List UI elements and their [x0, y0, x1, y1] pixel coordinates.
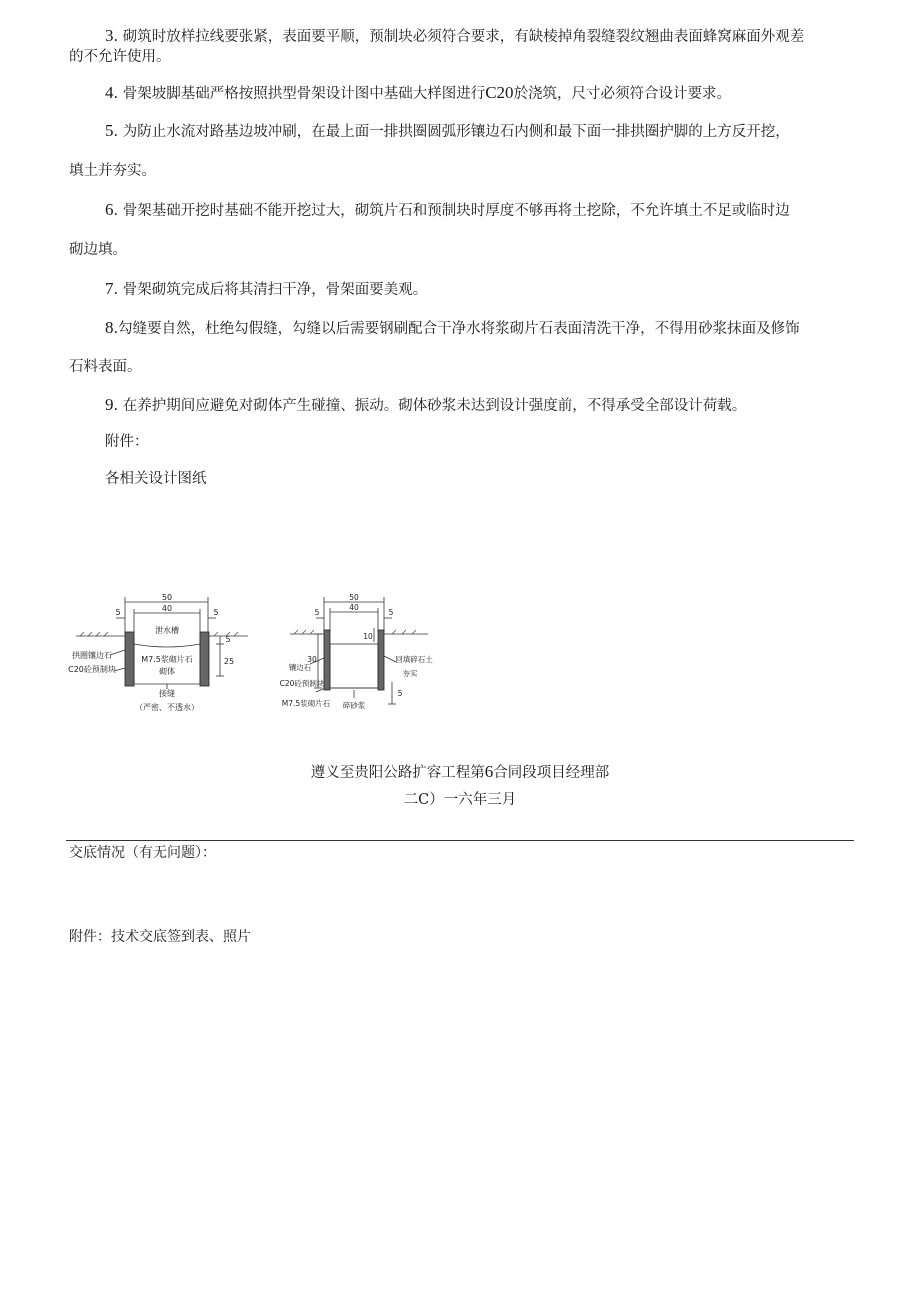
- label-edge-1: 拱圈镶边石: [72, 651, 112, 660]
- clause-7: [69, 279, 855, 300]
- organization-name: 遵义至贵阳公路扩容工程第6合同段项目经理部: [310, 762, 610, 781]
- clause-text: .勾缝要自然，杜绝勾假缝，勾缝以后需要钢刷配合干净水将浆砌片石表面清洗干净，不得用砂浆抹面及修饰: [113, 321, 800, 337]
- clause-6-continuation: 砌边填。: [69, 242, 127, 258]
- clause-6: [69, 200, 855, 221]
- clause-number: 8: [105, 318, 114, 337]
- clause-text: . 砌筑时放样拉线要张紧，表面要平顺，预制块必须符合要求，有缺棱掉角裂缝裂纹翘曲表面蜂窝麻面外观差: [113, 29, 805, 45]
- dim-bottom: 5: [397, 689, 403, 698]
- clause-4: [69, 83, 855, 104]
- concrete-grade: C20: [485, 83, 514, 102]
- clause-9: [69, 395, 855, 416]
- section-number: 6: [484, 762, 494, 781]
- attachment-label: 附件：: [105, 434, 149, 450]
- clause-number: 5: [105, 121, 114, 140]
- dim-side-left: 5: [115, 608, 121, 617]
- label-mortar: M7.5浆砌片石: [281, 699, 331, 708]
- label-gravel: 碎砂浆: [342, 701, 366, 710]
- clause-text: . 骨架基础开挖时基础不能开挖过大，砌筑片石和预制块时厚度不够再将土挖除，不允许填土不足或临时边: [113, 203, 790, 219]
- dim-inner: 40: [161, 604, 173, 613]
- label-fill-1: M7.5浆砌片石: [141, 655, 193, 664]
- dim-top: 5: [225, 635, 231, 644]
- clause-5-continuation: 填土并夯实。: [69, 163, 156, 179]
- edge-block-right: [378, 630, 384, 690]
- divider-line: [66, 840, 854, 841]
- label-joint: 接缝: [159, 689, 175, 698]
- edge-block-left: [125, 632, 134, 686]
- dim-total: 50: [349, 593, 359, 602]
- footer-attachment: 附件：技术交底签到表、照片: [69, 929, 251, 945]
- clause-continuation: 的不允许使用。: [69, 49, 171, 65]
- dim-top: 10: [363, 632, 373, 641]
- edge-block-left: [324, 630, 330, 690]
- document-date: 二C）一六年三月: [403, 792, 517, 808]
- label-edge-1: 镶边石: [288, 663, 312, 672]
- dim-side-right: 5: [388, 608, 394, 617]
- label-edge-2: C20砼预制块: [68, 665, 116, 674]
- edge-block-right: [200, 632, 209, 686]
- clause-8-continuation: 石料表面。: [69, 359, 142, 375]
- attachment-item: 各相关设计图纸: [105, 471, 207, 487]
- clause-3: [69, 26, 855, 67]
- dim-inner: 40: [349, 603, 359, 612]
- dim-total: 50: [161, 593, 173, 602]
- clause-number: 4: [105, 83, 114, 102]
- label-edge-2: C20砼预制块: [279, 679, 325, 688]
- label-joint-note: （严密、不透水）: [135, 703, 199, 712]
- label-fill-1: 回填碎石土: [395, 655, 433, 664]
- situation-label: 交底情况（有无问题）：: [69, 845, 216, 861]
- clause-5: [69, 121, 855, 142]
- dim-height: 25: [223, 657, 235, 666]
- clause-number: 3: [105, 26, 114, 45]
- foundation-drawing-left: [68, 592, 250, 720]
- clause-number: 9: [105, 395, 114, 414]
- clause-text: . 在养护期间应避免对砌体产生碰撞、振动。砌体砂浆未达到设计强度前，不得承受全部设计荷载。: [113, 398, 747, 414]
- clause-8: [69, 318, 855, 339]
- dim-side-left: 5: [314, 608, 320, 617]
- label-fill-2: 砌体: [159, 667, 175, 676]
- clause-text: . 骨架坡脚基础严格按照拱型骨架设计图中基础大样图进行: [113, 86, 486, 102]
- dim-side-right: 5: [213, 608, 219, 617]
- clause-text: . 骨架砌筑完成后将其清扫干净，骨架面要美观。: [113, 282, 428, 298]
- clause-number: 7: [105, 279, 114, 298]
- foundation-drawing-right: [279, 592, 438, 720]
- clause-text: . 为防止水流对路基边坡冲刷，在最上面一排拱圈圆弧形镶边石内侧和最下面一排拱圈护脚的上方反开挖，: [113, 124, 790, 140]
- clause-number: 6: [105, 200, 114, 219]
- label-fill-2: 夯实: [402, 669, 418, 678]
- dim-height: 30: [307, 655, 317, 664]
- label-channel: 泄水槽: [155, 626, 179, 635]
- clause-text: 於浇筑，尺寸必须符合设计要求。: [513, 86, 732, 102]
